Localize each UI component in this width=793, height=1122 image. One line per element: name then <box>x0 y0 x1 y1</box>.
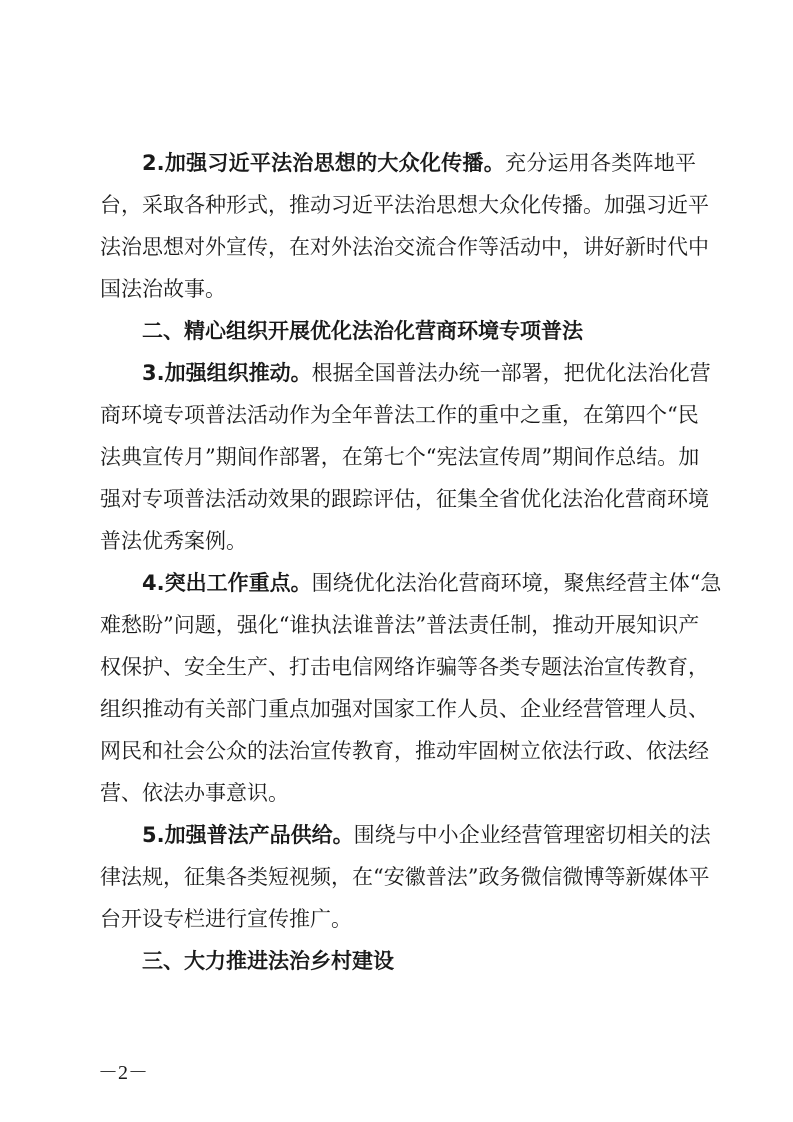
paragraph-4-line-3: 权保护、安全生产、打击电信网络诈骗等各类专题法治宣传教育， <box>100 655 709 679</box>
paragraph-3-line-1-text: 根据全国普法办统一部署，把优化法治化营 <box>311 361 711 385</box>
paragraph-3-line-1 <box>142 353 711 393</box>
paragraph-4-line-4: 组织推动有关部门重点加强对国家工作人员、企业经营管理人员、 <box>100 697 709 721</box>
paragraph-2-lead: 2.加强习近平法治思想的大众化传播。 <box>142 151 505 175</box>
paragraph-2-line-3: 法治思想对外宣传，在对外法治交流合作等活动中，讲好新时代中 <box>100 235 709 259</box>
paragraph-4-lead: 4.突出工作重点。 <box>142 571 312 595</box>
paragraph-3-line-2: 商环境专项普法活动作为全年普法工作的重中之重，在第四个“民 <box>100 403 699 427</box>
paragraph-5-lead: 5.加强普法产品供给。 <box>142 823 354 847</box>
paragraph-3-line-3: 法典宣传月”期间作部署，在第七个“宪法宣传周”期间作总结。加 <box>100 445 700 469</box>
section-3-heading: 三、大力推进法治乡村建设 <box>142 949 394 973</box>
paragraph-2-line-4: 国法治故事。 <box>100 277 226 301</box>
paragraph-4-line-6: 营、依法办事意识。 <box>100 781 289 805</box>
section-2-heading: 二、精心组织开展优化法治化营商环境专项普法 <box>142 319 583 343</box>
paragraph-5-line-3: 台开设专栏进行宣传推广。 <box>100 907 352 931</box>
paragraph-3-line-5: 普法优秀案例。 <box>100 529 247 553</box>
paragraph-5-line-2: 律法规，征集各类短视频，在“安徽普法”政务微信微博等新媒体平 <box>100 865 710 889</box>
paragraph-5-line-1-text: 围绕与中小企业经营管理密切相关的法 <box>353 823 711 847</box>
paragraph-2-line-1 <box>142 143 696 183</box>
page-number: －2－ <box>98 1062 148 1084</box>
paragraph-4-line-1-text: 围绕优化法治化营商环境，聚焦经营主体“急 <box>311 571 722 595</box>
paragraph-3-lead: 3.加强组织推动。 <box>142 361 312 385</box>
paragraph-4-line-5: 网民和社会公众的法治宣传教育，推动牢固树立依法行政、依法经 <box>100 739 709 763</box>
paragraph-2-line-1-text: 充分运用各类阵地平 <box>504 151 697 175</box>
paragraph-2-line-2: 台，采取各种形式，推动习近平法治思想大众化传播。加强习近平 <box>100 193 709 217</box>
paragraph-4-line-1 <box>142 563 722 603</box>
paragraph-4-line-2: 难愁盼”问题，强化“谁执法谁普法”普法责任制，推动开展知识产 <box>100 613 700 637</box>
paragraph-3-line-4: 强对专项普法活动效果的跟踪评估，征集全省优化法治化营商环境 <box>100 487 709 511</box>
paragraph-5-line-1 <box>142 815 711 855</box>
